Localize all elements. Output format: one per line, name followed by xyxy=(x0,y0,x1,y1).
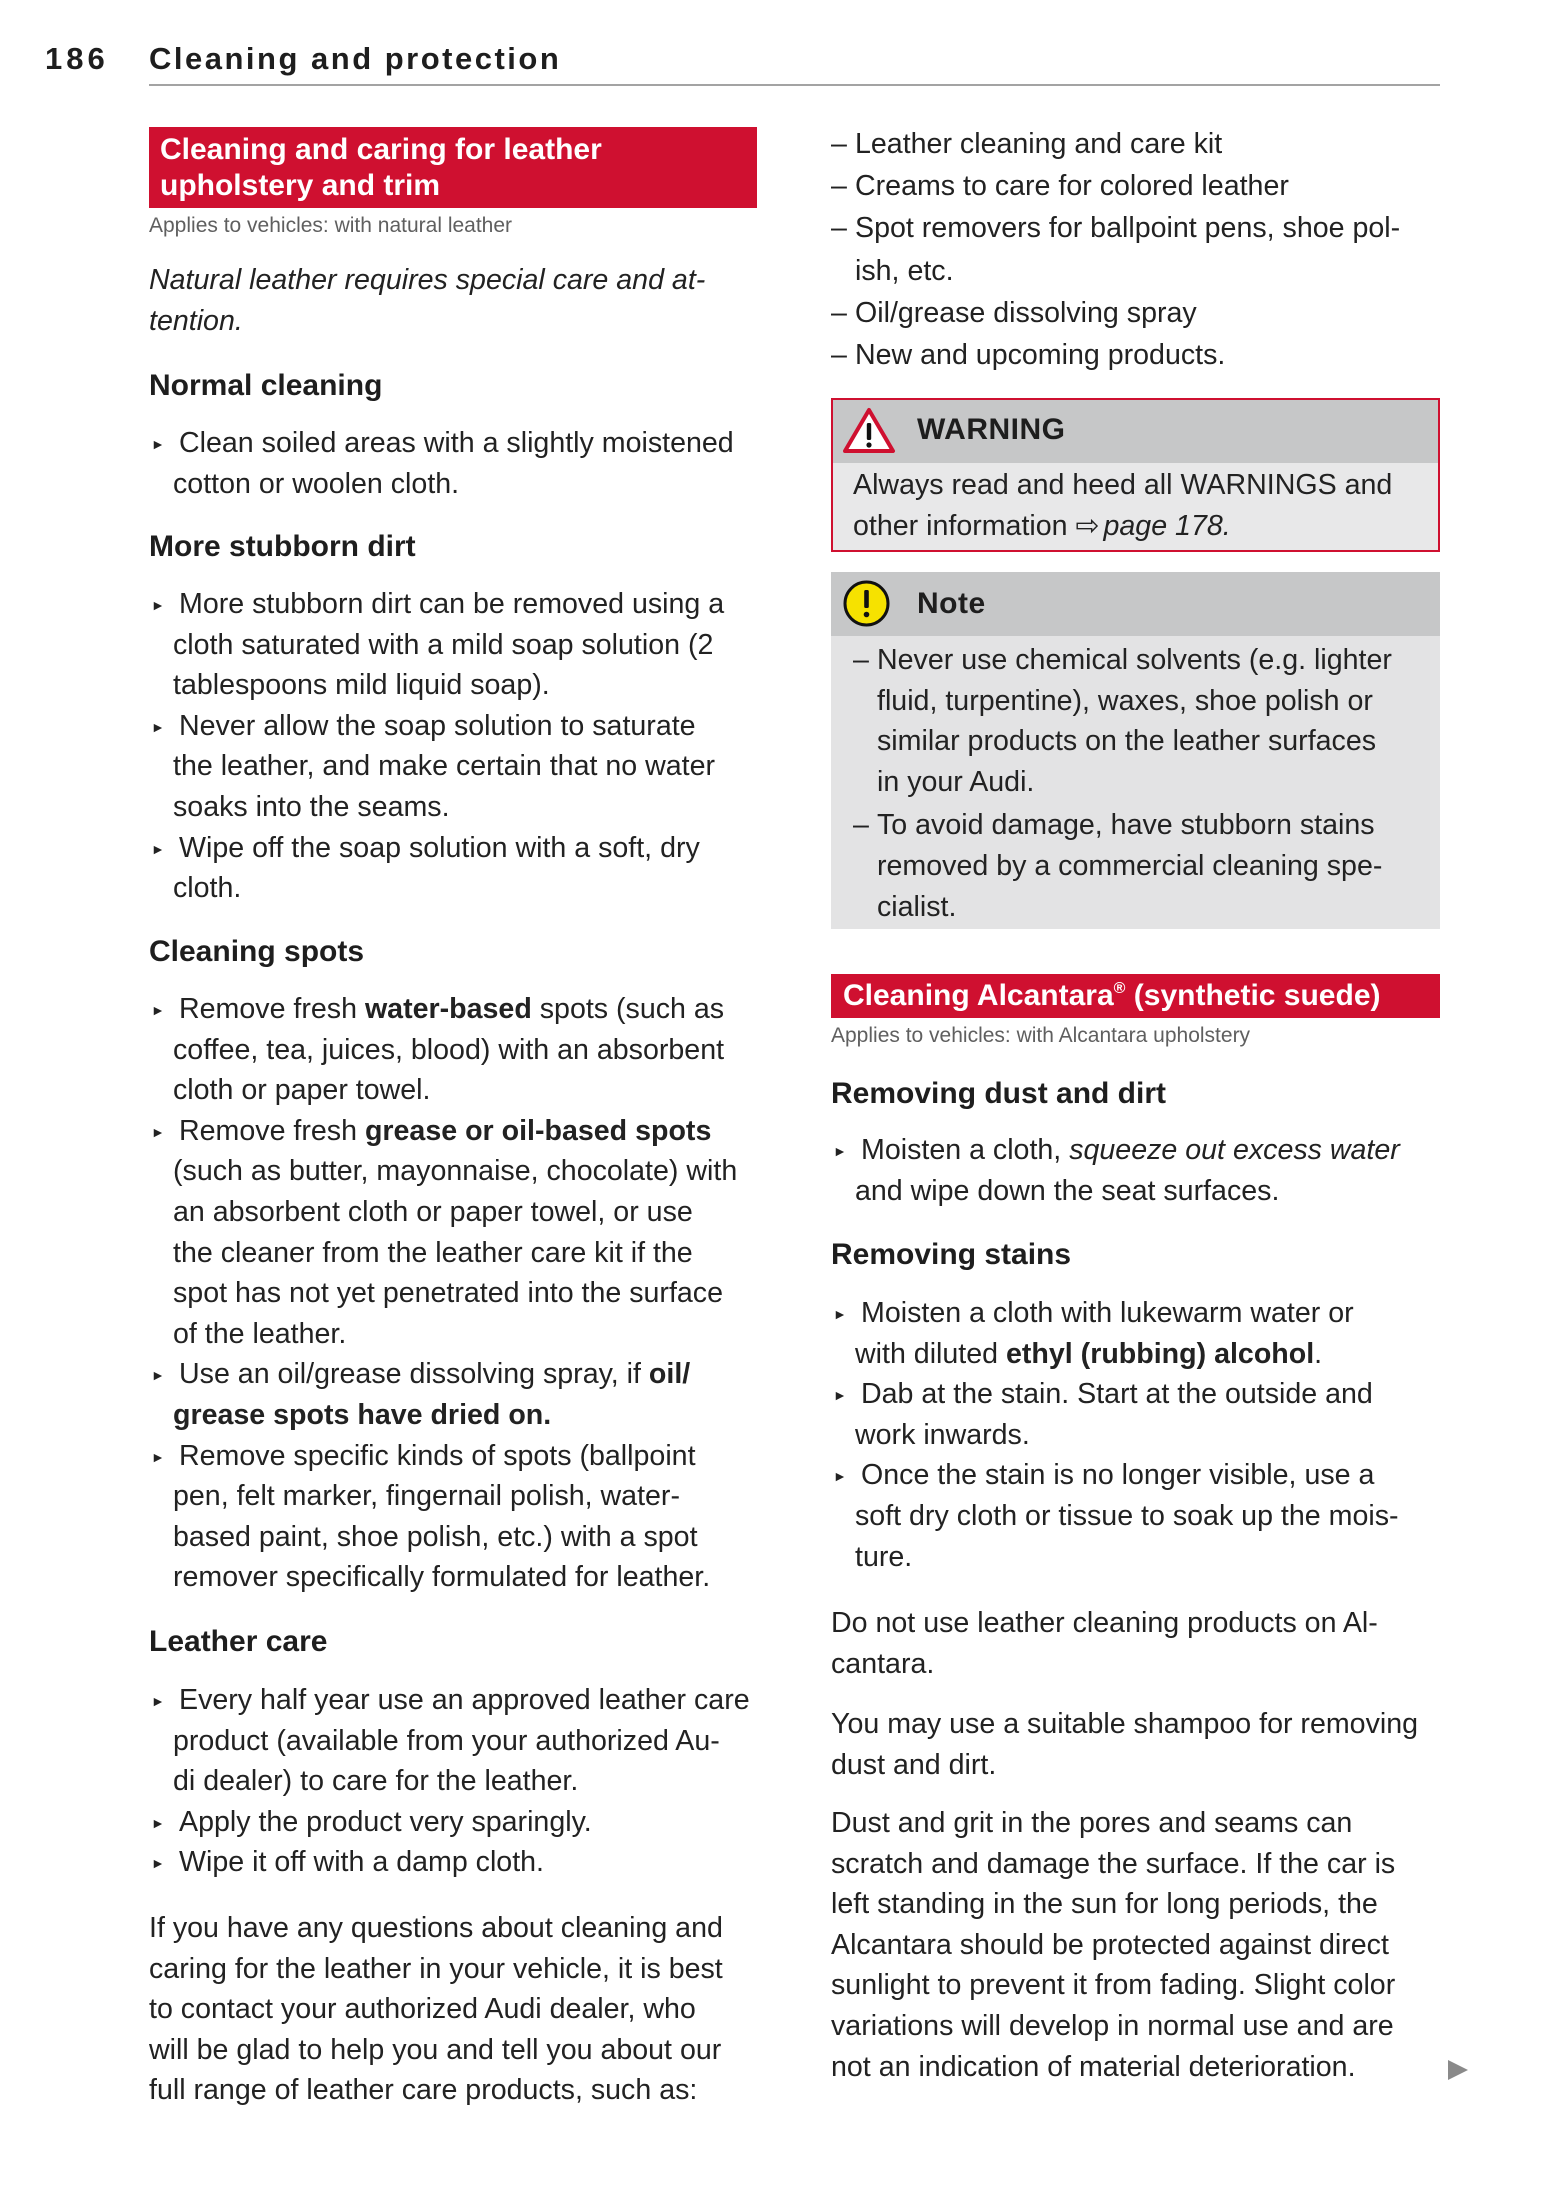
note-header xyxy=(831,572,1440,636)
page-reference-link[interactable]: page 178. xyxy=(1103,509,1231,542)
dash-marker: – xyxy=(831,128,847,160)
leather-section-title xyxy=(149,127,757,208)
emphasis-text: oil/ xyxy=(648,1358,691,1391)
warning-box xyxy=(831,398,1440,552)
text-line: ture. xyxy=(855,1540,913,1573)
list-item xyxy=(831,292,1440,334)
text-line: Apply the product very sparingly. xyxy=(179,1805,592,1838)
list-item xyxy=(149,1111,757,1355)
text-line: sunlight to prevent it from fading. Slight color xyxy=(831,1969,1396,2002)
text-line: caring for the leather in your vehicle, it is best xyxy=(149,1952,723,1985)
list-item xyxy=(831,1455,1440,1577)
closing-paragraph xyxy=(149,1908,757,2111)
text-segment: . xyxy=(1314,1337,1323,1370)
warning-triangle-icon xyxy=(842,406,896,454)
bullet-triangle-icon: ► xyxy=(833,1143,847,1159)
text-line: soft dry cloth or tissue to soak up the mois- xyxy=(855,1499,1399,1532)
bullet-triangle-icon: ► xyxy=(151,1693,165,1709)
text-line: fluid, turpentine), waxes, shoe polish or xyxy=(877,684,1373,717)
text-segment: other information xyxy=(853,509,1076,542)
text-line: cloth. xyxy=(173,872,242,905)
note-list xyxy=(853,640,1433,927)
text-line: scratch and damage the surface. If the car is xyxy=(831,1847,1396,1880)
section-title: Cleaning and protection xyxy=(149,41,562,76)
title-line: Cleaning and caring for leather xyxy=(160,133,602,166)
text-line: in your Audi. xyxy=(877,765,1035,798)
text-line: Dust and grit in the pores and seams can xyxy=(831,1807,1353,1839)
text-line: di dealer) to care for the leather. xyxy=(173,1765,579,1798)
text-line: spot has not yet penetrated into the surface xyxy=(173,1277,723,1310)
dash-marker: – xyxy=(853,809,869,842)
text-line: Alcantara should be protected against direct xyxy=(831,1928,1389,1961)
text-line: tention. xyxy=(149,304,243,337)
emphasis-text: ethyl (rubbing) alcohol xyxy=(1006,1337,1315,1370)
list-item xyxy=(853,640,1433,802)
text-line: cialist. xyxy=(877,890,957,923)
text-line: left standing in the sun for long periods, the xyxy=(831,1888,1378,1921)
title-line: upholstery and trim xyxy=(160,169,441,202)
text-line: based paint, shoe polish, etc.) with a spot xyxy=(173,1520,698,1553)
list-item xyxy=(149,423,757,504)
dash-marker: – xyxy=(831,296,847,329)
text-line: coffee, tea, juices, blood) with an absorbent xyxy=(173,1033,725,1066)
stubborn-dirt-list xyxy=(149,584,757,909)
heading-leather-care: Leather care xyxy=(149,1625,328,1658)
bullet-triangle-icon: ► xyxy=(833,1468,847,1485)
removing-dust-list xyxy=(831,1130,1440,1211)
list-item xyxy=(149,1354,757,1435)
text-line: New and upcoming products. xyxy=(855,338,1226,371)
emphasis-text: water-based xyxy=(364,993,532,1025)
list-item xyxy=(149,584,757,706)
header-divider xyxy=(149,84,1440,86)
note-box xyxy=(831,572,1440,929)
bullet-triangle-icon: ► xyxy=(151,840,165,857)
text-line: full range of leather care products, such as: xyxy=(149,2074,698,2107)
text-segment: with diluted xyxy=(855,1337,1006,1370)
text-line: cloth saturated with a mild soap solution (2 xyxy=(173,628,714,661)
list-item xyxy=(149,706,757,828)
text-line: soaks into the seams. xyxy=(173,790,450,823)
heading-removing-dust: Removing dust and dirt xyxy=(831,1077,1167,1110)
text-line: Every half year use an approved leather care xyxy=(179,1684,750,1716)
text-line: Leather cleaning and care kit xyxy=(855,128,1223,160)
list-item xyxy=(149,1680,757,1802)
bullet-triangle-icon: ► xyxy=(151,1123,165,1140)
dash-marker: – xyxy=(831,170,847,203)
text-line xyxy=(173,1111,757,1152)
bullet-triangle-icon: ► xyxy=(151,1448,165,1465)
list-item xyxy=(831,1130,1440,1211)
text-line: will be glad to help you and tell you about our xyxy=(149,2033,722,2066)
text-line: tablespoons mild liquid soap). xyxy=(173,669,550,702)
continue-arrow-icon xyxy=(1448,2060,1468,2080)
warning-header xyxy=(833,400,1438,463)
paragraph xyxy=(831,1603,1440,1684)
bullet-triangle-icon: ► xyxy=(151,1002,165,1018)
text-line: product (available from your authorized Au- xyxy=(173,1724,720,1757)
text-line: (such as butter, mayonnaise, chocolate) with xyxy=(173,1155,738,1188)
text-segment: Use an oil/grease dissolving spray, if xyxy=(179,1358,649,1391)
bullet-triangle-icon: ► xyxy=(151,1814,165,1831)
paragraph xyxy=(831,1704,1440,1785)
list-item xyxy=(149,828,757,909)
list-item xyxy=(149,1436,757,1598)
text-line: similar products on the leather surfaces xyxy=(877,725,1377,758)
applies-to-note: Applies to vehicles: with natural leather xyxy=(149,214,513,237)
text-line xyxy=(853,506,1392,547)
heading-normal-cleaning: Normal cleaning xyxy=(149,369,383,402)
heading-removing-stains: Removing stains xyxy=(831,1238,1072,1271)
warning-body xyxy=(853,465,1392,546)
text-line: Wipe off the soap solution with a soft, dry xyxy=(179,831,700,864)
text-line: Natural leather requires special care and at- xyxy=(149,264,706,296)
text-segment: Remove fresh xyxy=(179,1114,365,1147)
text-line: cantara. xyxy=(831,1647,935,1680)
text-line: an absorbent cloth or paper towel, or use xyxy=(173,1195,693,1228)
applies-to-note: Applies to vehicles: with Alcantara upholstery xyxy=(831,1024,1251,1047)
list-item xyxy=(831,165,1440,207)
heading-cleaning-spots: Cleaning spots xyxy=(149,935,365,968)
title-text: (synthetic suede) xyxy=(1125,979,1381,1012)
text-line: Dab at the stain. Start at the outside and xyxy=(861,1378,1373,1411)
text-line xyxy=(173,1354,757,1395)
emphasis-text: grease or oil-based spots xyxy=(364,1114,712,1147)
title-text: Cleaning Alcantara xyxy=(843,979,1114,1012)
bullet-triangle-icon: ► xyxy=(833,1306,847,1322)
note-title: Note xyxy=(917,587,986,620)
removing-stains-list xyxy=(831,1293,1440,1577)
text-line: dust and dirt. xyxy=(831,1748,997,1781)
list-item xyxy=(831,207,1440,291)
text-line: work inwards. xyxy=(855,1418,1030,1451)
dash-marker: – xyxy=(831,212,847,245)
bullet-triangle-icon: ► xyxy=(151,436,165,452)
text-line: To avoid damage, have stubborn stains xyxy=(877,809,1375,842)
page-number: 186 xyxy=(45,41,109,76)
text-line xyxy=(855,1334,1440,1375)
dash-marker: – xyxy=(853,644,869,676)
text-line: not an indication of material deterioration. xyxy=(831,2050,1356,2083)
bullet-triangle-icon: ► xyxy=(151,1367,165,1384)
dash-marker: – xyxy=(831,338,847,371)
text-line: cotton or woolen cloth. xyxy=(173,467,460,500)
paragraph xyxy=(831,1803,1440,2087)
list-item xyxy=(149,1842,757,1883)
text-line: More stubborn dirt can be removed using a xyxy=(179,588,725,620)
text-line: pen, felt marker, fingernail polish, water- xyxy=(173,1480,680,1513)
intro-text xyxy=(149,260,705,341)
text-segment: Remove fresh xyxy=(179,993,365,1025)
emphasis-text: squeeze out excess water xyxy=(1069,1134,1400,1166)
reference-arrow-icon: ⇨ xyxy=(1075,509,1100,542)
text-line: removed by a commercial cleaning spe- xyxy=(877,849,1383,882)
text-line: cloth or paper towel. xyxy=(173,1074,431,1107)
list-item xyxy=(831,1293,1440,1374)
text-line: Moisten a cloth with lukewarm water or xyxy=(861,1297,1354,1329)
text-segment: Moisten a cloth, xyxy=(861,1134,1070,1166)
list-item xyxy=(831,334,1440,376)
text-line: Remove specific kinds of spots (ballpoint xyxy=(179,1439,696,1472)
list-item xyxy=(149,989,757,1111)
text-line: the leather, and make certain that no water xyxy=(173,750,716,783)
text-line: remover specifically formulated for leather. xyxy=(173,1561,711,1594)
text-line: and wipe down the seat surfaces. xyxy=(855,1174,1280,1207)
text-line: You may use a suitable shampoo for removing xyxy=(831,1708,1419,1740)
exclamation-circle-icon xyxy=(843,580,890,627)
text-line: to contact your authorized Audi dealer, who xyxy=(149,1993,696,2026)
bullet-triangle-icon: ► xyxy=(151,597,165,613)
text-line: of the leather. xyxy=(173,1317,347,1350)
text-line: Spot removers for ballpoint pens, shoe pol- xyxy=(855,212,1401,245)
text-line: Always read and heed all WARNINGS and xyxy=(853,469,1393,501)
text-line: Never use chemical solvents (e.g. lighter xyxy=(877,644,1392,676)
text-line: Clean soiled areas with a slightly moistened xyxy=(179,427,734,459)
text-line: Once the stain is no longer visible, use a xyxy=(861,1459,1375,1492)
heading-more-stubborn-dirt: More stubborn dirt xyxy=(149,530,416,563)
text-line xyxy=(855,1130,1440,1171)
text-line: If you have any questions about cleaning and xyxy=(149,1912,723,1944)
text-line: Do not use leather cleaning products on Al- xyxy=(831,1607,1378,1639)
text-line: Oil/grease dissolving spray xyxy=(855,296,1197,329)
text-segment: spots (such as xyxy=(531,993,725,1025)
cleaning-spots-list xyxy=(149,989,757,1598)
list-item xyxy=(149,1802,757,1843)
alcantara-section-title xyxy=(831,974,1440,1018)
bullet-triangle-icon: ► xyxy=(151,718,165,735)
list-item xyxy=(831,123,1440,165)
care-products-list xyxy=(831,123,1440,376)
list-item xyxy=(853,805,1433,927)
text-line xyxy=(173,989,757,1030)
bullet-triangle-icon: ► xyxy=(833,1387,847,1404)
warning-title: WARNING xyxy=(917,413,1066,446)
text-line: Wipe it off with a damp cloth. xyxy=(179,1846,545,1879)
list-item xyxy=(831,1374,1440,1455)
text-line: ish, etc. xyxy=(855,254,954,287)
text-line: Creams to care for colored leather xyxy=(855,170,1289,203)
text-line: the cleaner from the leather care kit if the xyxy=(173,1236,693,1269)
text-line: Never allow the soap solution to saturate xyxy=(179,709,696,742)
text-line: grease spots have dried on. xyxy=(173,1398,552,1431)
leather-care-list xyxy=(149,1680,757,1883)
registered-mark: ® xyxy=(1113,980,1126,997)
bullet-triangle-icon: ► xyxy=(151,1855,165,1872)
normal-cleaning-list xyxy=(149,423,757,504)
text-line: variations will develop in normal use and are xyxy=(831,2009,1394,2042)
